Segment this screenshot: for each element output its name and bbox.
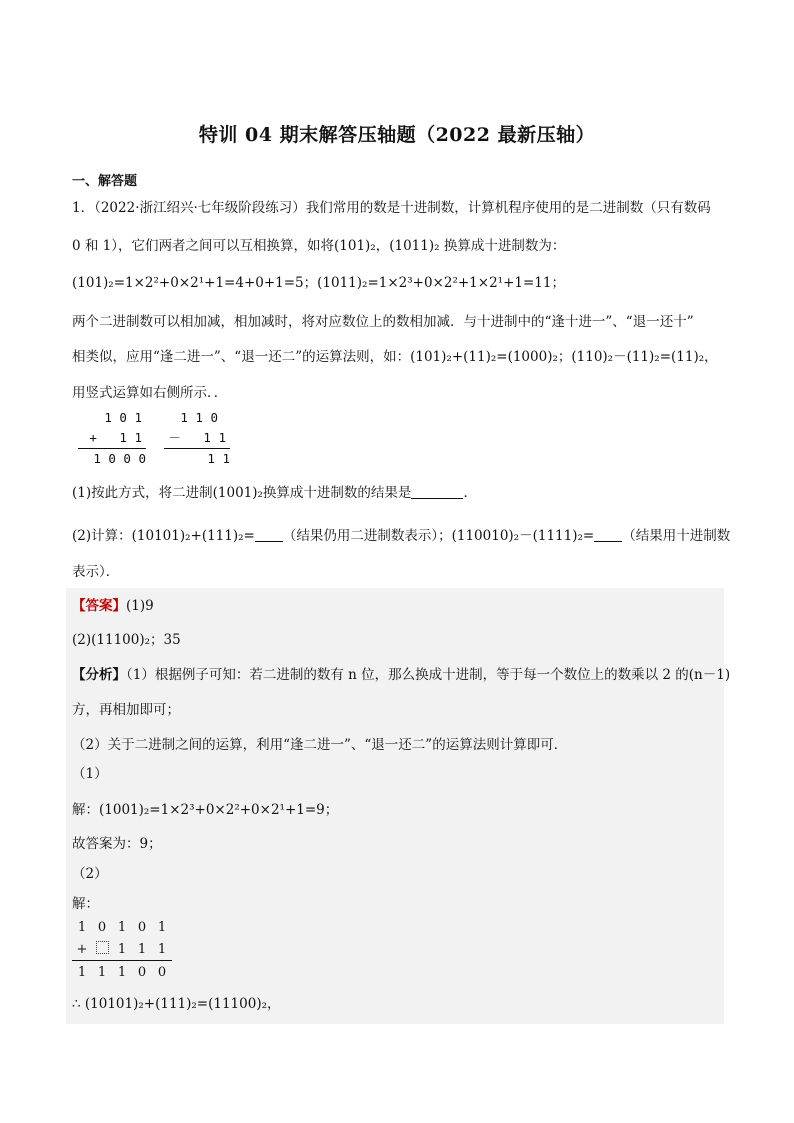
solution-answer: 故答案为：9； xyxy=(72,836,162,852)
part-2-text-b: （结果仍用二进制数表示）；(110010)₂－(1111)₂= xyxy=(282,528,595,544)
part-2-question xyxy=(72,526,730,546)
part-2-blank-2 xyxy=(594,527,622,542)
subtraction-top: 1 1 0 xyxy=(180,410,218,425)
part-1-question xyxy=(72,483,477,503)
question-line-5: 用竖式运算如右侧所示．． xyxy=(72,385,228,401)
addition-top: 1 0 1 xyxy=(104,410,142,425)
question-line-3: 两个二进制数可以相加减，相加减时，将对应数位上的数相加减．与十进制中的“逢十进一”、“退一还十” xyxy=(72,314,694,330)
grid-cell: 1 xyxy=(117,941,127,957)
subtraction-mid: － 1 1 xyxy=(168,430,226,445)
binary-addition-grid xyxy=(72,916,172,983)
grid-row-2 xyxy=(72,938,172,961)
grid-cell: + xyxy=(76,941,88,957)
solution-line: 解：(1001)₂=1×2³+0×2²+0×2¹+1=9； xyxy=(72,802,339,818)
part-1-text: (1)按此方式，将二进制(1001)₂换算成十进制数的结果是 xyxy=(72,485,412,501)
analysis-line-1 xyxy=(72,665,730,685)
conclusion-line: ∴ (10101)₂+(111)₂=(11100)₂， xyxy=(72,996,281,1012)
grid-cell: 0 xyxy=(132,961,152,984)
question-line-1: 1．（2022·浙江绍兴·七年级阶段练习）我们常用的数是十进制数，计算机程序使用的是二进制数（只有数码 xyxy=(72,200,711,216)
solution-part-2-label: （2） xyxy=(72,866,108,882)
subtraction-calc xyxy=(164,408,230,469)
grid-row-1 xyxy=(72,916,172,938)
analysis-text-1: （1）根据例子可知：若二进制的数有 n 位，那么换成十进制，等于每一个数位上的数乘以 2 的(n－1) xyxy=(126,667,731,683)
grid-cell: 1 xyxy=(117,919,127,935)
answer-2: (2)(11100)₂；35 xyxy=(72,632,181,648)
grid-cell: 0 xyxy=(97,919,107,935)
analysis-tag: 【分析】 xyxy=(72,667,126,683)
grid-cell: 1 xyxy=(137,941,147,957)
addition-mid: + 1 1 xyxy=(89,430,142,445)
solution-jie: 解： xyxy=(72,896,99,912)
dotted-box-icon xyxy=(96,941,109,954)
grid-cell: 1 xyxy=(157,941,167,957)
grid-cell-placeholder xyxy=(92,938,112,961)
addition-result: 1 0 0 0 xyxy=(78,448,146,469)
solution-part-1-label: （1） xyxy=(72,766,108,782)
grid-cell: 1 xyxy=(77,919,87,935)
example-conversion-line: (101)₂=1×2²+0×2¹+1=4+0+1=5；(1011)₂=1×2³+0×2²+1×2¹+1=11； xyxy=(72,275,565,291)
part-2-text-c: （结果用十进制数 xyxy=(622,528,731,544)
part-1-blank xyxy=(411,484,463,499)
grid-cell: 1 xyxy=(72,961,92,984)
analysis-line-2: 方，再相加即可； xyxy=(72,702,180,718)
addition-calc xyxy=(78,408,146,469)
answer-line-1 xyxy=(72,596,154,616)
part-2-blank-1 xyxy=(255,527,283,542)
grid-cell: 1 xyxy=(92,961,112,984)
question-line-4: 相类似，应用“逢二进一”、“退一还二”的运算法则，如：(101)₂+(11)₂=(1000)₂；(110)₂－(11)₂=(11)₂， xyxy=(72,349,718,365)
answer-tag: 【答案】 xyxy=(72,598,126,614)
subtraction-result: 1 1 xyxy=(164,448,230,469)
grid-cell: 1 xyxy=(157,919,167,935)
grid-cell: 1 xyxy=(112,961,132,984)
grid-cell: 0 xyxy=(137,919,147,935)
question-line-2: 0 和 1），它们两者之间可以互相换算，如将(101)₂，(1011)₂ 换算成十进制数为： xyxy=(72,238,566,254)
analysis-line-3: （2）关于二进制之间的运算，利用“逢二进一”、“退一还二”的运算法则计算即可． xyxy=(72,737,568,753)
part-1-end: ． xyxy=(463,485,477,501)
section-heading: 一、解答题 xyxy=(72,174,138,189)
answer-1: (1)9 xyxy=(126,598,154,614)
grid-cell: 0 xyxy=(152,961,172,984)
grid-row-3 xyxy=(72,961,172,984)
part-2-text-a: (2)计算：(10101)₂+(111)₂= xyxy=(72,528,255,544)
page-title: 特训 04 期末解答压轴题（2022 最新压轴） xyxy=(198,124,596,146)
part-2-question-end: 表示）． xyxy=(72,564,120,580)
